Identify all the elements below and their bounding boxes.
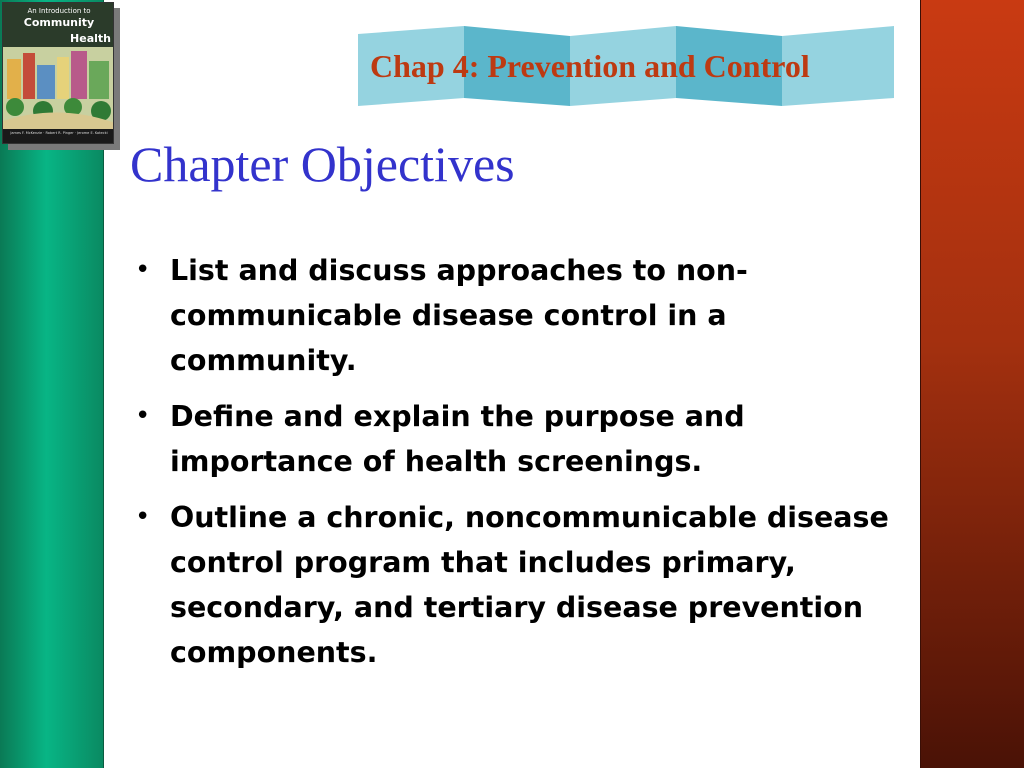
objective-text: List and discuss approaches to non-communicable disease control in a community.	[170, 254, 748, 377]
list-item	[130, 394, 890, 484]
book-cover-title-health: Health	[70, 32, 111, 45]
objective-text: Outline a chronic, noncommunicable disease control program that includes primary, secondary, and tertiary disease prevention components.	[170, 501, 889, 669]
objective-text: Define and explain the purpose and importance of health screenings.	[170, 400, 745, 478]
bullet-icon: •	[135, 255, 151, 285]
book-cover-image	[2, 2, 114, 144]
list-item	[130, 495, 890, 675]
chapter-title: Chap 4: Prevention and Control	[370, 48, 810, 84]
bullet-icon: •	[135, 502, 151, 532]
book-cover-subtitle: An Introduction to	[27, 7, 91, 15]
slide-heading: Chapter Objectives	[130, 136, 515, 192]
list-item	[130, 248, 890, 383]
chapter-banner	[358, 26, 894, 106]
right-decorative-bar	[920, 0, 1024, 768]
objectives-list	[130, 248, 890, 686]
bullet-icon: •	[135, 401, 151, 431]
book-cover-authors: James F. McKenzie · Robert R. Pinger · Jerome E. Kotecki	[10, 131, 108, 135]
book-cover-title-community: Community	[23, 16, 95, 29]
